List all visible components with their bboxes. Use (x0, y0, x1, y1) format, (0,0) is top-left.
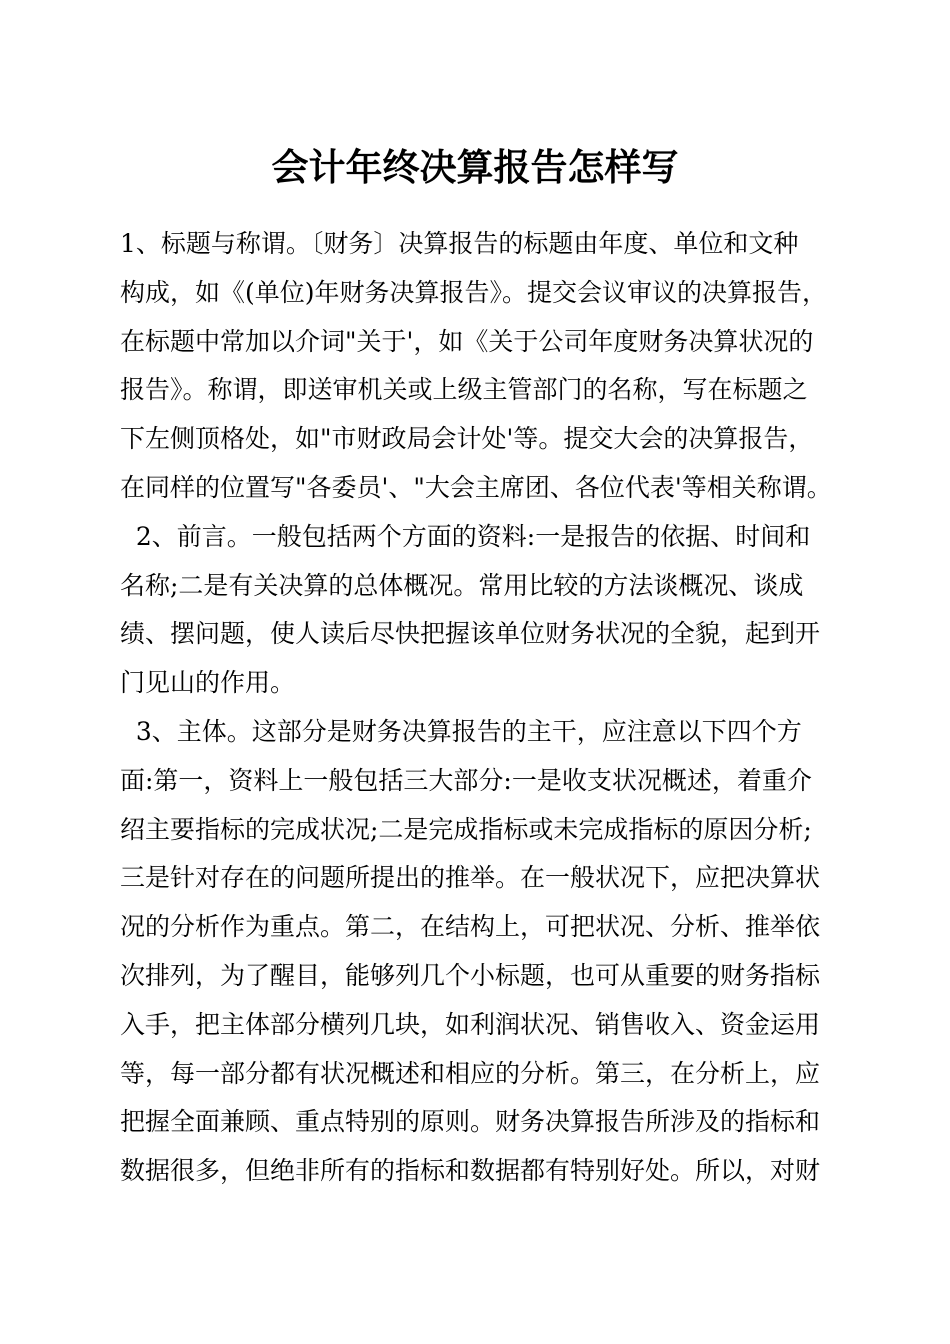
text-line: 在同样的位置写"各委员'、"大会主席团、各位代表'等相关称谓。 (120, 472, 832, 502)
text-line: 绍主要指标的完成状况;二是完成指标或未完成指标的原因分析; (120, 814, 812, 844)
paragraph-preface (120, 513, 832, 708)
text-line: 数据很多，但绝非所有的指标和数据都有特别好处。所以，对财 (120, 1156, 821, 1186)
text-line: 下左侧顶格处，如"市财政局会计处'等。提交大会的决算报告， (120, 424, 814, 454)
text-line: 在标题中常加以介词"关于'，如《关于公司年度财务决算状况的 (120, 326, 814, 356)
text-line: 1、标题与称谓。〔财务〕决算报告的标题由年度、单位和文种 (120, 229, 799, 258)
text-line: 三是针对存在的问题所提出的推举。在一般状况下，应把决算状 (120, 863, 821, 893)
text-line: 名称;二是有关决算的总体概况。常用比较的方法谈概况、谈成 (120, 570, 804, 600)
text-line: 报告》。称谓，即送审机关或上级主管部门的名称，写在标题之 (120, 375, 808, 405)
text-line: 3、主体。这部分是财务决算报告的主干，应注意以下四个方 (120, 716, 802, 746)
text-line: 况的分析作为重点。第二，在结构上，可把状况、分析、推举依 (120, 912, 821, 942)
document-body (120, 220, 832, 1196)
text-line: 等，每一部分都有状况概述和相应的分析。第三，在分析上，应 (120, 1058, 821, 1088)
text-line: 次排列，为了醒目，能够列几个小标题，也可从重要的财务指标 (120, 960, 821, 990)
text-line: 构成，如《(单位)年财务决算报告》。提交会议审议的决算报告， (120, 277, 828, 307)
text-line: 绩、摆问题，使人读后尽快把握该单位财务状况的全貌，起到开 (120, 619, 821, 649)
text-line: 入手，把主体部分横列几块，如利润状况、销售收入、资金运用 (120, 1009, 821, 1039)
paragraph-title-and-salutation (120, 220, 832, 513)
document-title: 会计年终决算报告怎样写 (271, 146, 679, 189)
text-line: 把握全面兼顾、重点特别的原则。财务决算报告所涉及的指标和 (120, 1107, 821, 1137)
text-line: 2、前言。一般包括两个方面的资料:一是报告的依据、时间和 (120, 521, 811, 551)
paragraph-main-body (120, 708, 832, 1196)
text-line: 面:第一，资料上一般包括三大部分:一是收支状况概述，着重介 (120, 765, 812, 795)
text-line: 门见山的作用。 (120, 668, 296, 698)
